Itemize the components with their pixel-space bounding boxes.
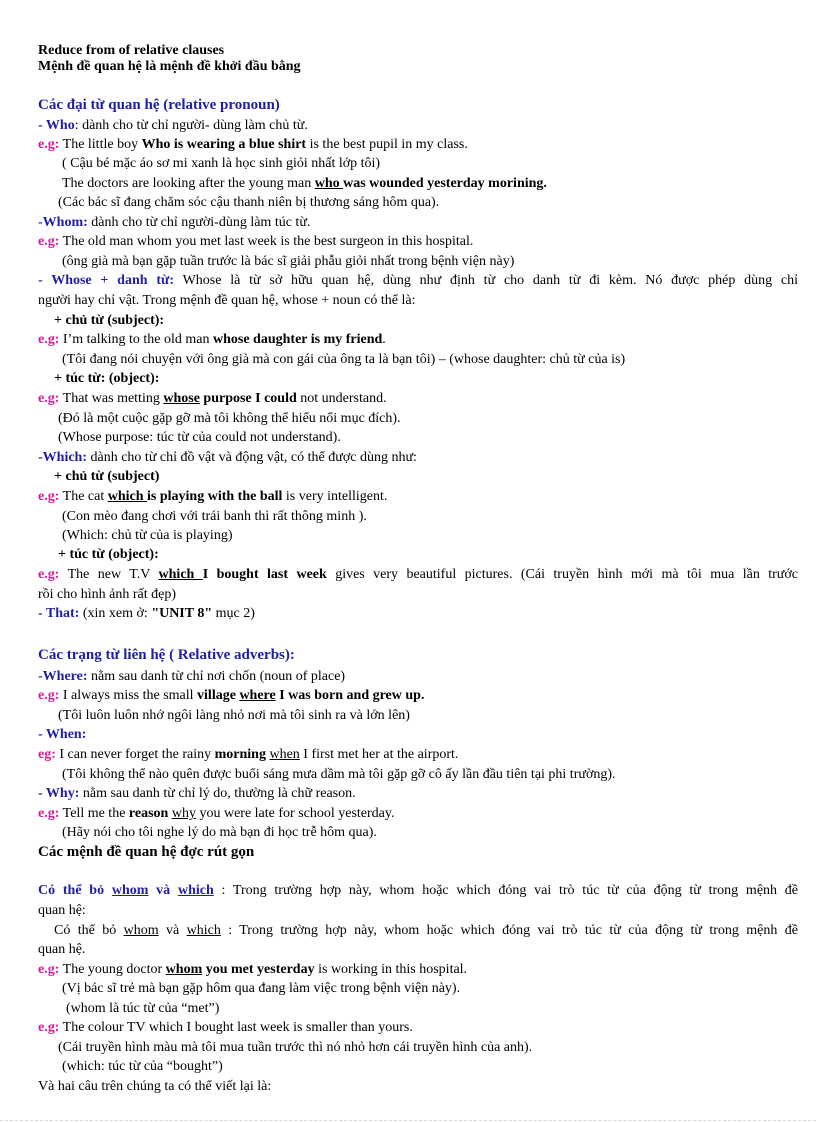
eg-label: e.g: [38,332,60,347]
example-text: The colour TV which I bought last week is smaller than yours. [62,1020,413,1035]
example-text: I always miss the small [62,688,198,703]
doc-title-line-2: Mệnh đề quan hệ là mệnh đề khởi đầu bằng [38,59,301,74]
omit-rule-repeat-line-1 [38,921,798,940]
whose-example-2-translation: (Đó là một cuộc gặp gỡ mà tôi không thể hiểu nổi mục đích). [58,411,401,426]
who-label: - Who [38,118,75,133]
whom-definition [38,213,310,232]
example-text: I’m talking to the old man [62,332,213,347]
unit-reference: "UNIT 8" [151,606,213,621]
where-desc: nằm sau danh từ chỉ nơi chốn (noun of place) [87,669,346,684]
example-text: Tell me the [62,806,129,821]
when-example-translation: (Tôi không thể nào quên được buổi sáng mưa dầm mà tôi gặp gỡ cô ấy lần đầu tiên tại phi trường). [62,767,616,782]
relative-adverb-underlined: when [269,747,300,762]
which-subject-heading: + chủ từ (subject) [54,469,160,484]
why-example [38,804,394,823]
whose-definition-line-2: người hay chỉ vật. Trong mệnh đề quan hệ, whose + noun có thể là: [38,293,416,308]
omit-rule-lead: Có thể bỏ [54,923,124,938]
page-bottom-divider [0,1120,816,1121]
omit-rule-desc: : Trong trường hợp này, whom hoặc which đóng vai trò túc từ của động từ trong mệnh đề [213,883,799,898]
example-text: The new T.V [67,567,159,582]
who-desc: : dành cho từ chỉ người- dùng làm chủ từ. [74,118,308,133]
when-label: - When: [38,727,87,742]
example-noun: reason [128,806,169,821]
eg-label: e.g: [38,391,60,406]
omit-rule-which: which [177,883,214,898]
relative-adverb-underlined: where [239,688,276,703]
example-text: I can never forget the rainy [59,747,215,762]
example-text: you were late for school yesterday. [195,806,395,821]
eg-label: e.g: [38,567,60,582]
which-desc: dành cho từ chỉ đồ vật và động vật, có thể được dùng như: [87,450,417,465]
which-example-2-continued: rồi cho hình ảnh rất đẹp) [38,587,177,602]
omit-rule-line-2: quan hệ: [38,903,86,918]
example-text: The old man whom you met last week is the best surgeon in this hospital. [62,234,474,249]
omit-example-2 [38,1018,413,1037]
why-example-translation: (Hãy nói cho tôi nghe lý do mà bạn đi học trễ hôm qua). [62,825,377,840]
omit-rule-and: và [158,923,187,938]
who-definition [38,116,308,135]
omit-rule-whom: whom [123,923,159,938]
whose-definition-line-1 [38,271,798,290]
example-text: is working in this hospital. [314,962,468,977]
omit-example-1-translation: (Vị bác sĩ trẻ mà bạn gặp hôm qua đang làm việc trong bệnh viện này). [62,981,461,996]
that-desc: mục 2) [212,606,255,621]
whose-example-1-translation: (Tôi đang nói chuyện với ông già mà con gái của ông ta là bạn tôi) – (whose daughter: chủ từ của is) [62,352,626,367]
which-object-heading: + túc từ (object): [58,547,159,562]
example-noun: village [197,688,240,703]
section-heading-relative-adverbs: Các trạng từ liên hệ ( Relative adverbs): [38,647,295,663]
omit-rule-which: which [186,923,221,938]
omit-rule-whom: whom [111,883,149,898]
example-text: The cat [62,489,108,504]
where-example [38,686,424,705]
example-text: The doctors are looking after the young man [62,176,315,191]
closing-line: Và hai câu trên chúng ta có thể viết lại là: [38,1079,272,1094]
example-text: not understand. [296,391,387,406]
which-example-2 [38,565,798,584]
whom-desc: dành cho từ chỉ người-dùng làm túc từ. [87,215,311,230]
whose-desc: Whose là từ sở hữu quan hệ, dùng như định từ cho danh từ đi kèm. Nó được phép dùng chỉ [174,273,798,288]
why-desc: nằm sau danh từ chỉ lý do, thường là chữ reason. [79,786,356,801]
example-clause: I was born and grew up. [275,688,425,703]
which-example-1 [38,487,387,506]
example-clause: is playing with the ball [147,489,283,504]
where-definition [38,667,345,686]
omit-example-2-note: (which: túc từ của “bought”) [62,1059,223,1074]
eg-label: e.g: [38,1020,60,1035]
when-example [38,745,458,764]
omit-rule-line-1 [38,881,798,900]
omit-example-2-translation: (Cái truyền hình màu mà tôi mua tuần trước thì nó nhỏ hơn cái truyền hình của anh). [58,1040,533,1055]
relative-pronoun-underlined: whom [165,962,203,977]
whose-example-2 [38,389,387,408]
whose-subject-heading: + chủ từ (subject): [54,313,165,328]
that-label: - That: [38,606,80,621]
example-text: I first met her at the airport. [299,747,459,762]
who-example-2 [62,174,547,193]
which-example-1-note: (Which: chủ từ của is playing) [62,528,233,543]
section-heading-relative-pronouns: Các đại từ quan hệ (relative pronoun) [38,97,280,113]
relative-pronoun-underlined: which [158,567,203,582]
eg-label: e.g: [38,137,60,152]
section-heading-reduced-clauses: Các mệnh đề quan hệ đợc rút gọn [38,844,255,860]
eg-label: e.g: [38,806,60,821]
where-label: -Where: [38,669,88,684]
omit-rule-repeat-line-2: quan hệ. [38,942,86,957]
eg-label: e.g: [38,234,60,249]
eg-label: e.g: [38,688,60,703]
that-definition [38,604,255,623]
which-definition [38,448,417,467]
omit-example-1-note: (whom là túc từ của “met”) [66,1001,220,1016]
whom-example [38,232,473,251]
whom-label: -Whom: [38,215,88,230]
example-text: The young doctor [62,962,166,977]
which-example-1-translation: (Con mèo đang chơi với trái banh thì rất thông minh ). [62,509,367,524]
relative-pronoun-underlined: whose [163,391,200,406]
why-label: - Why: [38,786,80,801]
eg-label: e.g: [38,962,60,977]
whose-object-heading: + túc từ: (object): [54,371,160,386]
example-clause: purpose I could [199,391,297,406]
relative-adverb-underlined: why [171,806,196,821]
when-definition [38,725,86,744]
relative-pronoun-underlined: who [314,176,344,191]
example-text: That was metting [62,391,164,406]
who-example-2-translation: (Các bác sĩ đang chăm sóc cậu thanh niên bị thương sáng hôm qua). [58,195,440,210]
whose-example-1 [38,330,386,349]
whose-example-2-note: (Whose purpose: túc từ của could not understand). [58,430,341,445]
doc-title-line-1: Reduce from of relative clauses [38,43,225,58]
example-text: is the best pupil in my class. [306,137,468,152]
that-desc: (xin xem ở: [79,606,152,621]
eg-label: e.g: [38,489,60,504]
relative-pronoun-underlined: which [107,489,148,504]
omit-rule-lead: Có thể bỏ [38,883,112,898]
where-example-translation: (Tôi luôn luôn nhớ ngôi làng nhỏ nơi mà tôi sinh ra và lớn lên) [58,708,410,723]
example-text: gives very beautiful pictures. (Cái truyền hình mới mà tôi mua lần trước [326,567,798,582]
who-example-1 [38,135,468,154]
eg-label: eg: [38,747,56,762]
who-example-1-translation: ( Cậu bé mặc áo sơ mi xanh là học sinh giỏi nhất lớp tôi) [62,156,381,171]
omit-rule-and: và [148,883,178,898]
example-clause: you met yesterday [202,962,315,977]
example-text: . [382,332,386,347]
example-clause: I bought last week [202,567,327,582]
example-clause: whose daughter is my friend [212,332,383,347]
example-text: is very intelligent. [282,489,388,504]
omit-example-1 [38,960,467,979]
whom-example-translation: (ông già mà bạn gặp tuần trước là bác sĩ giải phẫu giỏi nhất trong bệnh viện này) [62,254,515,269]
example-noun: morning [214,747,266,762]
example-clause: was wounded yesterday morining. [343,176,547,191]
omit-rule-desc: : Trong trường hợp này, whom hoặc which đóng vai trò túc từ của động từ trong mệnh đề [220,923,798,938]
example-clause: Who is wearing a blue shirt [141,137,307,152]
example-text: The little boy [62,137,142,152]
which-label: -Which: [38,450,87,465]
whose-label: - Whose + danh từ: [38,273,175,288]
why-definition [38,784,356,803]
